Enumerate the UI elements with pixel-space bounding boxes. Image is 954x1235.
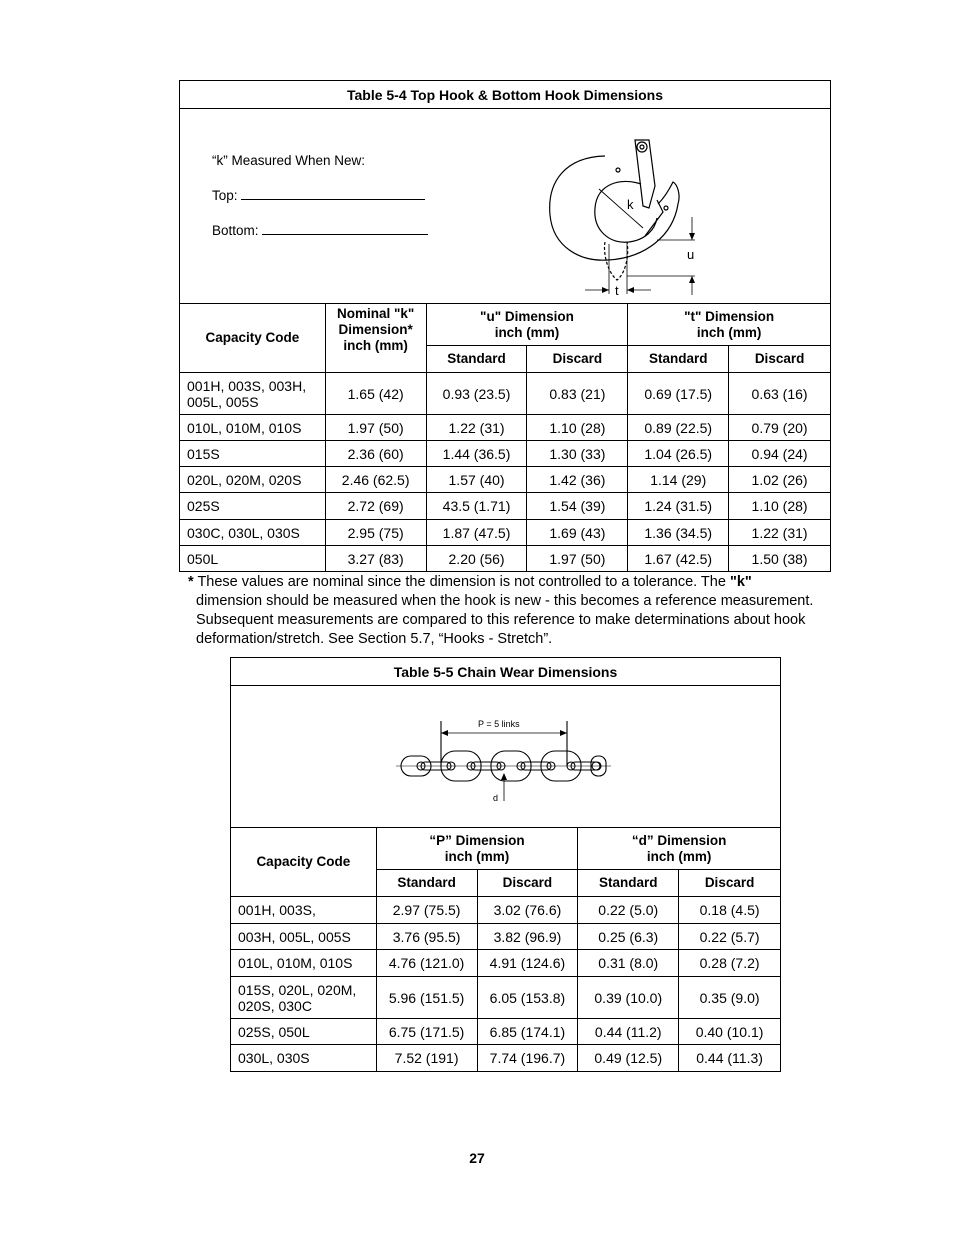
value-cell-d-dis: 0.22 (5.7) <box>679 924 781 950</box>
capacity-code-cell: 015S <box>180 441 326 467</box>
value-cell-u-std: 1.22 (31) <box>426 415 527 441</box>
table-row <box>180 441 831 467</box>
value-cell-d-std: 0.49 (12.5) <box>578 1045 679 1072</box>
value-cell-p-std: 6.75 (171.5) <box>376 1019 477 1045</box>
capacity-code-cell: 010L, 010M, 010S <box>180 415 326 441</box>
hook-dimensions-table <box>179 80 831 572</box>
value-cell-t-std: 0.69 (17.5) <box>628 373 729 415</box>
table-row <box>180 415 831 441</box>
chain-diagram <box>396 711 626 821</box>
value-cell-d-dis: 0.18 (4.5) <box>679 897 781 924</box>
capacity-code-cell: 015S, 020L, 020M, 020S, 030C <box>231 977 377 1019</box>
capacity-code-cell: 050L <box>180 546 326 572</box>
value-cell-k: 3.27 (83) <box>325 546 426 572</box>
capacity-code-cell: 010L, 010M, 010S <box>231 950 377 977</box>
value-cell-k: 2.72 (69) <box>325 493 426 520</box>
value-cell-k: 2.36 (60) <box>325 441 426 467</box>
header-u-discard: Discard <box>527 346 628 373</box>
table-row <box>231 977 781 1019</box>
value-cell-u-std: 2.20 (56) <box>426 546 527 572</box>
header-d-standard: Standard <box>578 870 679 897</box>
k-label: k <box>627 197 634 212</box>
value-cell-p-dis: 6.05 (153.8) <box>477 977 578 1019</box>
value-cell-t-std: 1.67 (42.5) <box>628 546 729 572</box>
hook-table-body <box>180 373 831 572</box>
value-cell-t-dis: 1.22 (31) <box>729 520 831 546</box>
header-p-dimension: “P” Dimension inch (mm) <box>376 828 578 870</box>
table-row <box>180 546 831 572</box>
header-t-discard: Discard <box>729 346 831 373</box>
value-cell-t-std: 1.36 (34.5) <box>628 520 729 546</box>
value-cell-t-dis: 1.50 (38) <box>729 546 831 572</box>
value-cell-p-dis: 3.02 (76.6) <box>477 897 578 924</box>
table-row <box>180 467 831 493</box>
value-cell-p-std: 4.76 (121.0) <box>376 950 477 977</box>
value-cell-k: 2.46 (62.5) <box>325 467 426 493</box>
footnote-line-2: dimension should be measured when the hook is new - this becomes a reference measurement. <box>196 593 814 609</box>
header-t-standard: Standard <box>628 346 729 373</box>
top-field: Top: <box>212 188 428 223</box>
header-t-dimension: "t" Dimension inch (mm) <box>628 304 831 346</box>
value-cell-t-dis: 1.02 (26) <box>729 467 831 493</box>
value-cell-d-std: 0.44 (11.2) <box>578 1019 679 1045</box>
value-cell-u-dis: 1.42 (36) <box>527 467 628 493</box>
footnote-line-4: deformation/stretch. See Section 5.7, “Hooks - Stretch”. <box>196 631 553 647</box>
bottom-field: Bottom: <box>212 223 428 258</box>
value-cell-t-std: 0.89 (22.5) <box>628 415 729 441</box>
value-cell-d-std: 0.22 (5.0) <box>578 897 679 924</box>
value-cell-u-std: 1.44 (36.5) <box>426 441 527 467</box>
hook-diagram <box>545 112 745 302</box>
header-d-discard: Discard <box>679 870 781 897</box>
footnote-line-1: * These values are nominal since the dimension is not controlled to a tolerance. The "k" <box>188 574 752 590</box>
top-blank-line <box>241 199 425 200</box>
table-row <box>231 924 781 950</box>
k-measure-form <box>212 153 428 258</box>
table-title: Table 5-5 Chain Wear Dimensions <box>231 658 781 686</box>
capacity-code-cell: 025S <box>180 493 326 520</box>
capacity-code-cell: 003H, 005L, 005S <box>231 924 377 950</box>
value-cell-d-dis: 0.40 (10.1) <box>679 1019 781 1045</box>
footnote <box>188 573 838 649</box>
chain-diagram-cell <box>231 686 781 828</box>
value-cell-u-dis: 1.54 (39) <box>527 493 628 520</box>
header-u-dimension: "u" Dimension inch (mm) <box>426 304 628 346</box>
header-nominal-k: Nominal "k" Dimension* inch (mm) <box>325 304 426 373</box>
value-cell-d-dis: 0.35 (9.0) <box>679 977 781 1019</box>
t-label: t <box>615 283 619 298</box>
value-cell-t-dis: 0.63 (16) <box>729 373 831 415</box>
value-cell-t-std: 1.14 (29) <box>628 467 729 493</box>
header-p-standard: Standard <box>376 870 477 897</box>
bottom-blank-line <box>262 234 428 235</box>
u-label: u <box>687 247 695 262</box>
chain-wear-table <box>230 657 781 1072</box>
value-cell-t-dis: 0.79 (20) <box>729 415 831 441</box>
value-cell-t-dis: 0.94 (24) <box>729 441 831 467</box>
value-cell-u-dis: 1.30 (33) <box>527 441 628 467</box>
value-cell-p-std: 3.76 (95.5) <box>376 924 477 950</box>
value-cell-p-std: 2.97 (75.5) <box>376 897 477 924</box>
value-cell-u-dis: 0.83 (21) <box>527 373 628 415</box>
table-row <box>180 493 831 520</box>
hook-diagram-cell <box>180 109 831 304</box>
value-cell-d-dis: 0.28 (7.2) <box>679 950 781 977</box>
capacity-code-cell: 030L, 030S <box>231 1045 377 1072</box>
value-cell-p-std: 7.52 (191) <box>376 1045 477 1072</box>
capacity-code-cell: 030C, 030L, 030S <box>180 520 326 546</box>
capacity-code-cell: 001H, 003S, <box>231 897 377 924</box>
table-row <box>231 1045 781 1072</box>
page-number: 27 <box>469 1150 485 1166</box>
header-capacity-code: Capacity Code <box>231 828 377 897</box>
value-cell-t-std: 1.04 (26.5) <box>628 441 729 467</box>
header-d-dimension: “d” Dimension inch (mm) <box>578 828 781 870</box>
chain-table-body <box>231 897 781 1072</box>
value-cell-p-dis: 3.82 (96.9) <box>477 924 578 950</box>
value-cell-t-dis: 1.10 (28) <box>729 493 831 520</box>
value-cell-k: 1.97 (50) <box>325 415 426 441</box>
value-cell-u-dis: 1.10 (28) <box>527 415 628 441</box>
table-row <box>180 520 831 546</box>
footnote-line-3: Subsequent measurements are compared to this reference to make determinations about hook <box>196 612 806 628</box>
value-cell-u-std: 1.57 (40) <box>426 467 527 493</box>
table-row <box>231 897 781 924</box>
value-cell-u-std: 43.5 (1.71) <box>426 493 527 520</box>
value-cell-p-dis: 4.91 (124.6) <box>477 950 578 977</box>
value-cell-k: 1.65 (42) <box>325 373 426 415</box>
table-row <box>231 1019 781 1045</box>
capacity-code-cell: 001H, 003S, 003H, 005L, 005S <box>180 373 326 415</box>
value-cell-u-std: 1.87 (47.5) <box>426 520 527 546</box>
d-label: d <box>493 793 499 803</box>
header-p-discard: Discard <box>477 870 578 897</box>
table-title: Table 5-4 Top Hook & Bottom Hook Dimensions <box>180 81 831 109</box>
value-cell-p-std: 5.96 (151.5) <box>376 977 477 1019</box>
value-cell-p-dis: 6.85 (174.1) <box>477 1019 578 1045</box>
p-label: P = 5 links <box>478 719 520 729</box>
table-row <box>180 373 831 415</box>
value-cell-d-std: 0.39 (10.0) <box>578 977 679 1019</box>
value-cell-d-std: 0.31 (8.0) <box>578 950 679 977</box>
table-row <box>231 950 781 977</box>
value-cell-k: 2.95 (75) <box>325 520 426 546</box>
capacity-code-cell: 025S, 050L <box>231 1019 377 1045</box>
value-cell-u-dis: 1.97 (50) <box>527 546 628 572</box>
value-cell-d-std: 0.25 (6.3) <box>578 924 679 950</box>
value-cell-u-dis: 1.69 (43) <box>527 520 628 546</box>
k-measured-label: “k” Measured When New: <box>212 153 366 168</box>
capacity-code-cell: 020L, 020M, 020S <box>180 467 326 493</box>
value-cell-u-std: 0.93 (23.5) <box>426 373 527 415</box>
header-u-standard: Standard <box>426 346 527 373</box>
value-cell-t-std: 1.24 (31.5) <box>628 493 729 520</box>
value-cell-d-dis: 0.44 (11.3) <box>679 1045 781 1072</box>
value-cell-p-dis: 7.74 (196.7) <box>477 1045 578 1072</box>
header-capacity-code: Capacity Code <box>180 304 326 373</box>
